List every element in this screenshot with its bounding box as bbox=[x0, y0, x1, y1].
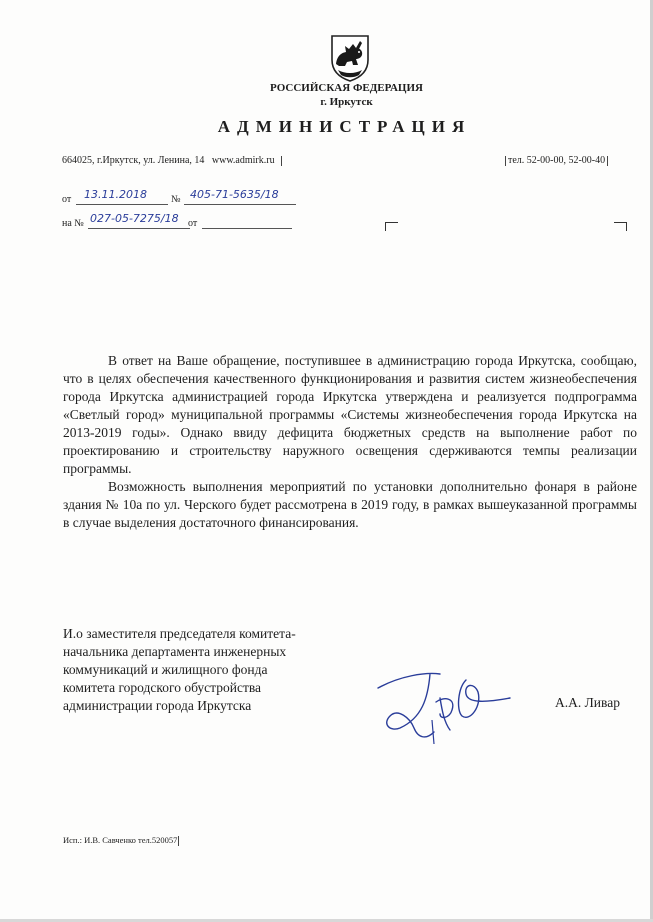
signatory-title-line: коммуникаций и жилищного фонда bbox=[63, 662, 268, 677]
handwritten-signature-icon bbox=[370, 658, 520, 748]
number-label: № bbox=[171, 194, 181, 205]
signatory-title-line: комитета городского обустройства bbox=[63, 680, 262, 695]
ref-number-label: на № bbox=[62, 218, 84, 229]
signatory-title bbox=[63, 625, 296, 715]
phones-line bbox=[505, 155, 608, 166]
signatory-name: А.А. Ливар bbox=[555, 695, 620, 710]
city-heading: г. Иркутск bbox=[320, 96, 373, 108]
executor-text: Исп.: И.В. Савченко тел.520057 bbox=[63, 835, 178, 845]
body-paragraph: Возможность выполнения мероприятий по установки дополнительно фонаря в районе здания № 10а по ул. Черского будет рассмотрена в 2019 году, в рамках вышеуказанной программы в случае выделения достаточного финансирования. bbox=[63, 479, 637, 530]
letter-body bbox=[63, 352, 637, 532]
signatory-title-line: начальника департамента инженерных bbox=[63, 644, 287, 659]
signatory-title-line: администрации города Иркутска bbox=[63, 698, 252, 713]
body-paragraph: В ответ на Ваше обращение, поступившее в администрацию города Иркутска, сообщаю, что в целях обеспечения качественного функционирования и развития систем жизнеобеспечения города Иркутска администрацией города Иркутска утверждена и реализуется подпрограмма «Светлый город» муниципальной программы «Системы жизнеобеспечения города Иркутска на 2013-2019 годы». Однако ввиду дефицита бюджетных средств на выполнение работ по проектированию и строительству наружного освещения сдерживаются темпы реализации программы. bbox=[63, 353, 637, 476]
executor-line bbox=[63, 835, 179, 846]
irkutsk-coat-of-arms-icon bbox=[329, 34, 371, 82]
ref-date-label: от bbox=[188, 218, 198, 229]
corner-mark-left bbox=[385, 222, 398, 231]
date-label: от bbox=[62, 194, 72, 205]
signatory-title-line: И.о заместителя председателя комитета- bbox=[63, 626, 296, 641]
separator-tick bbox=[178, 836, 179, 846]
website-text: www.admirk.ru bbox=[211, 155, 275, 166]
separator-tick bbox=[281, 156, 282, 166]
date-handwritten: 13.11.2018 bbox=[84, 188, 147, 201]
separator-tick bbox=[607, 156, 608, 166]
ref-date-field bbox=[202, 214, 292, 229]
number-handwritten: 405-71-5635/18 bbox=[190, 188, 279, 201]
phones-text: тел. 52-00-00, 52-00-40 bbox=[508, 155, 606, 166]
organization-heading: АДМИНИСТРАЦИЯ bbox=[217, 117, 472, 136]
corner-mark-right bbox=[614, 222, 627, 231]
contacts-line bbox=[62, 155, 282, 166]
country-heading: РОССИЙСКАЯ ФЕДЕРАЦИЯ bbox=[270, 82, 423, 94]
separator-tick bbox=[505, 156, 506, 166]
ref-number-handwritten: 027-05-7275/18 bbox=[90, 212, 179, 225]
address-text: 664025, г.Иркутск, ул. Ленина, 14 bbox=[62, 155, 205, 166]
